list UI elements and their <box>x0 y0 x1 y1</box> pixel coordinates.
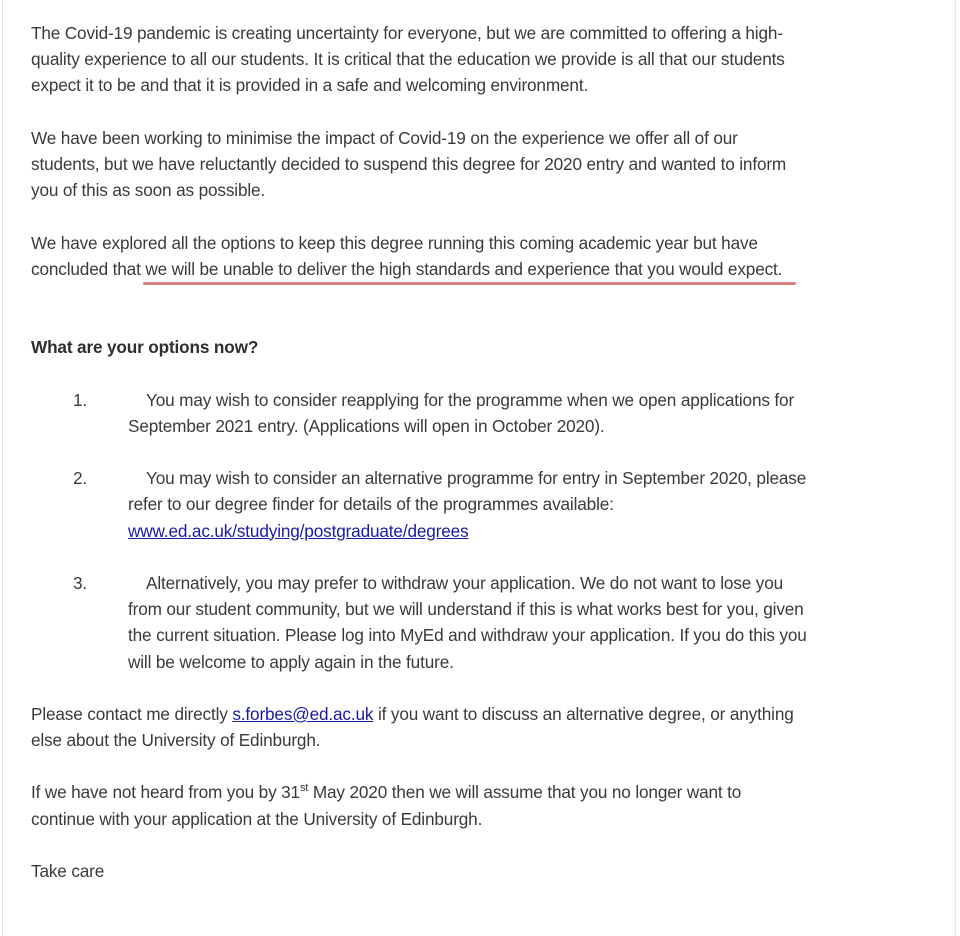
text-line: Alternatively, you may prefer to withdraw your application. We do not want to lose you <box>146 572 784 593</box>
text-line: You may wish to consider an alternative programme for entry in September 2020, please <box>146 468 807 489</box>
text-line <box>31 256 941 282</box>
email-body <box>31 20 941 884</box>
email-page <box>2 0 956 936</box>
text-line: You may wish to consider reapplying for the programme when we open applications for <box>146 389 795 410</box>
text-line: else about the University of Edinburgh. <box>31 730 321 751</box>
text-line: continue with your application at the University of Edinburgh. <box>31 808 483 829</box>
option-item-2 <box>31 465 941 544</box>
text-line: will be welcome to apply again in the future. <box>128 651 454 672</box>
text-line: We have explored all the options to keep this degree running this coming academic year but have <box>31 232 758 253</box>
option-item-3 <box>31 570 941 675</box>
text-span: If we have not heard from you by 31 <box>31 782 300 803</box>
paragraph-intro <box>31 20 941 99</box>
text-span: Please contact me directly <box>31 703 233 724</box>
signoff: Take care <box>31 861 105 882</box>
email-link[interactable]: s.forbes@ed.ac.uk <box>232 703 374 724</box>
text-line: quality experience to all our students. It is critical that the education we provide is all that our students <box>31 49 785 70</box>
option-item-1 <box>31 387 941 439</box>
option-number: 3. <box>73 572 88 593</box>
ordinal-superscript: st <box>299 782 309 795</box>
text-span: if you want to discuss an alternative degree, or anything <box>373 703 794 724</box>
text-line: The Covid-19 pandemic is creating uncertainty for everyone, but we are committed to offering a high- <box>31 23 783 43</box>
text-line <box>31 701 941 727</box>
degree-finder-link[interactable]: www.ed.ac.uk/studying/postgraduate/degrees <box>128 520 469 541</box>
highlighted-sentence: we will be unable to deliver the high standards and experience that you would expect. <box>145 258 783 279</box>
text-line: September 2021 entry. (Applications will open in October 2020). <box>128 415 605 436</box>
paragraph-conclusion <box>31 230 941 282</box>
option-number: 2. <box>73 468 88 489</box>
text-line: We have been working to minimise the impact of Covid-19 on the experience we offer all of our <box>31 127 738 148</box>
paragraph-contact <box>31 701 941 753</box>
text-span: May 2020 then we will assume that you no longer want to <box>308 782 742 803</box>
text-line: the current situation. Please log into MyEd and withdraw your application. If you do this you <box>128 625 807 646</box>
paragraph-deadline <box>31 779 941 831</box>
text-span: concluded that <box>31 258 146 279</box>
text-line: from our student community, but we will understand if this is what works best for you, given <box>128 599 804 620</box>
option-number: 1. <box>73 389 88 410</box>
text-line: students, but we have reluctantly decided to suspend this degree for 2020 entry and wanted to inform <box>31 153 787 174</box>
text-line: refer to our degree finder for details of the programmes available: <box>128 494 614 515</box>
text-line: you of this as soon as possible. <box>31 180 266 201</box>
text-line <box>31 779 941 805</box>
text-line: expect it to be and that it is provided in a safe and welcoming environment. <box>31 75 589 96</box>
paragraph-suspension <box>31 125 941 204</box>
options-heading: What are your options now? <box>31 337 259 358</box>
